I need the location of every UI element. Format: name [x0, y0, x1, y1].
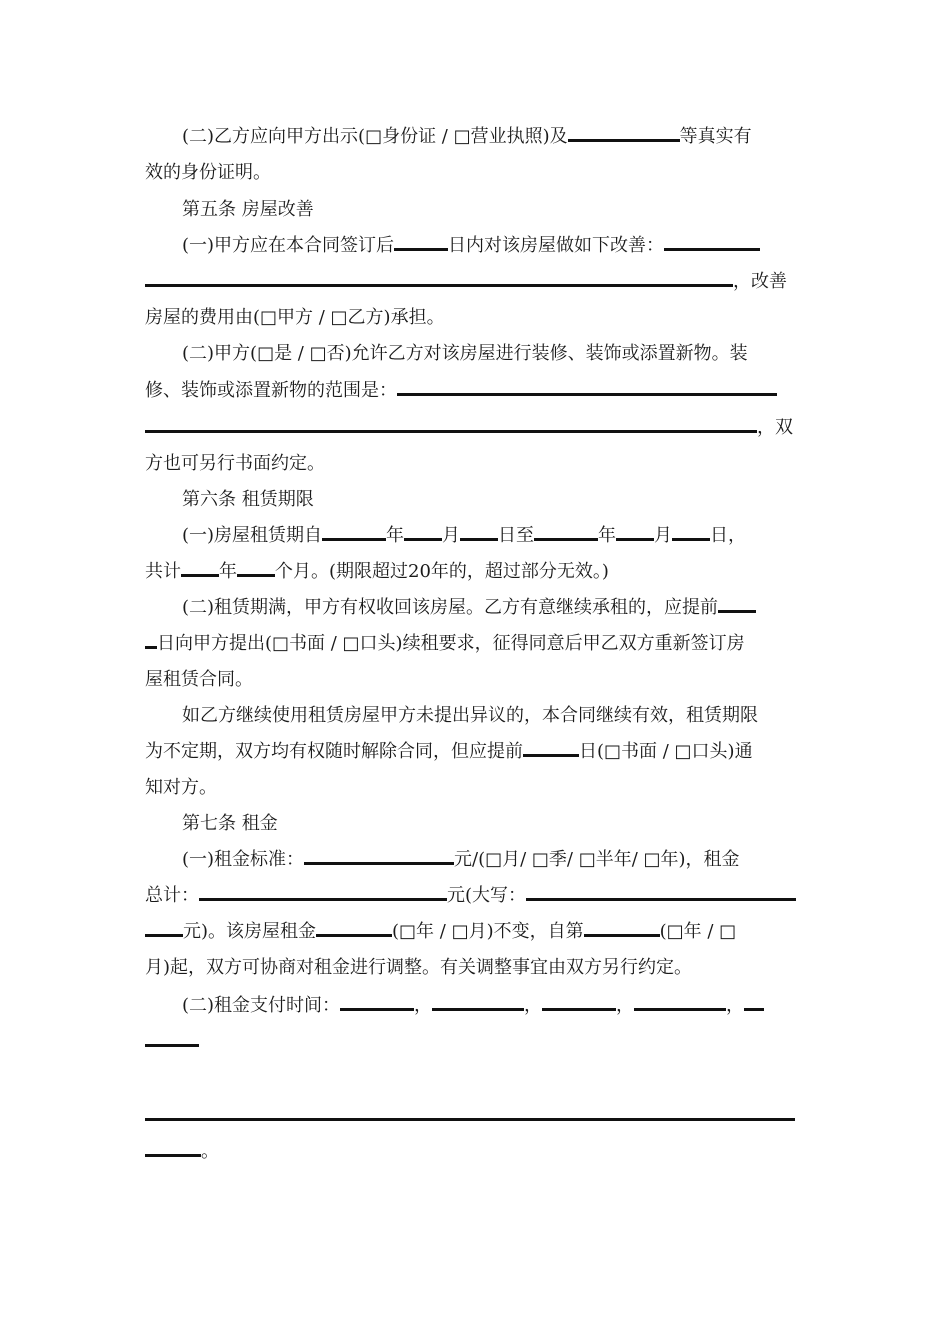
text: 个月。(期限超过20年的，超过部分无效。)	[275, 561, 609, 582]
text: ，	[616, 995, 635, 1016]
blank-field	[145, 1030, 199, 1047]
text: 日内对该房屋做如下改善：	[448, 235, 665, 256]
text-line	[145, 270, 787, 294]
text: 第五条 房屋改善	[182, 199, 314, 220]
text: 日，	[710, 525, 747, 546]
section-heading	[182, 488, 314, 512]
text-line	[182, 234, 760, 258]
text: 。	[201, 1141, 219, 1162]
blank-field	[634, 994, 726, 1011]
text: (一)房屋租赁期自	[182, 525, 323, 546]
text: 效的身份证明。	[145, 162, 271, 183]
text: 等真实有	[679, 126, 752, 147]
blank-field	[145, 632, 157, 649]
text: 日至	[498, 525, 535, 546]
text-line	[145, 452, 325, 476]
text-line	[145, 379, 777, 403]
blank-field	[304, 848, 454, 865]
text: (二)乙方应向甲方出示(□身份证 / □营业执照)及	[182, 126, 568, 147]
text: 元/(□月/ □季/ □半年/ □年)，租金	[454, 849, 740, 870]
text: (□年 / □	[659, 921, 737, 942]
text: ，改善	[733, 271, 787, 292]
text-line	[182, 848, 740, 872]
text-line	[145, 161, 271, 185]
blank-field	[199, 884, 447, 901]
text-line	[145, 632, 745, 656]
blank-field	[397, 379, 777, 396]
text: 共计	[145, 561, 181, 582]
text-line	[145, 1030, 199, 1054]
blank-field	[534, 524, 598, 541]
text: ，	[524, 995, 543, 1016]
text: 年	[386, 525, 405, 546]
section-heading	[182, 812, 278, 836]
text-line	[145, 884, 796, 908]
section-heading	[182, 198, 314, 222]
blank-field	[181, 560, 219, 577]
text: 元)。该房屋租金	[183, 921, 317, 942]
text: 月	[654, 525, 673, 546]
text: 月)起，双方可协商对租金进行调整。有关调整事宜由双方另行约定。	[145, 957, 693, 978]
blank-field	[145, 920, 183, 937]
text: 年	[219, 561, 237, 582]
text-line	[145, 956, 692, 980]
text: 第七条 租金	[182, 813, 278, 834]
blank-field	[145, 270, 733, 287]
blank-field	[316, 920, 392, 937]
text: 方也可另行书面约定。	[145, 453, 325, 474]
text-line	[145, 306, 445, 330]
text: ，	[414, 995, 433, 1016]
text-line	[182, 994, 764, 1018]
text: 修、装饰或添置新物的范围是：	[145, 380, 397, 401]
blank-field	[523, 740, 579, 757]
blank-field	[664, 234, 760, 251]
text: 元(大写：	[447, 885, 527, 906]
text-line	[182, 524, 746, 548]
text: 屋租赁合同。	[145, 669, 253, 690]
text: 总计：	[145, 885, 199, 906]
text: 月	[442, 525, 461, 546]
text: (□年 / □月)不变，自第	[392, 921, 584, 942]
text-line	[145, 668, 253, 692]
blank-field	[432, 994, 524, 1011]
text-line	[145, 416, 793, 440]
text: 年	[598, 525, 617, 546]
text-line	[145, 1140, 219, 1164]
blank-field	[340, 994, 414, 1011]
blank-field	[404, 524, 442, 541]
blank-field	[145, 1140, 201, 1157]
blank-field	[237, 560, 275, 577]
text-line	[182, 342, 748, 366]
text: ，	[726, 995, 745, 1016]
text-line	[145, 920, 736, 944]
text: 为不定期，双方均有权随时解除合同，但应提前	[145, 741, 523, 762]
blank-field	[145, 1104, 795, 1121]
text: 第六条 租赁期限	[182, 489, 314, 510]
blank-field	[568, 125, 680, 142]
blank-field	[718, 596, 756, 613]
text: (二)甲方(□是 / □否)允许乙方对该房屋进行装修、装饰或添置新物。装	[182, 343, 748, 364]
text: (二)租金支付时间：	[182, 995, 341, 1016]
text-line	[145, 776, 217, 800]
blank-field	[744, 994, 764, 1011]
text-line	[182, 125, 752, 149]
text: 房屋的费用由(□甲方 / □乙方)承担。	[145, 307, 445, 328]
text: (一)租金标准：	[182, 849, 305, 870]
blank-field	[542, 994, 616, 1011]
text: 日向甲方提出(□书面 / □口头)续租要求，征得同意后甲乙双方重新签订房	[157, 633, 745, 654]
text-line	[182, 596, 756, 620]
blank-field	[394, 234, 448, 251]
blank-field	[460, 524, 498, 541]
blank-field	[616, 524, 654, 541]
text: (一)甲方应在本合同签订后	[182, 235, 395, 256]
text: (二)租赁期满，甲方有权收回该房屋。乙方有意继续承租的，应提前	[182, 597, 719, 618]
blank-field	[526, 884, 796, 901]
text-line	[145, 1104, 795, 1128]
text: 知对方。	[145, 777, 217, 798]
blank-field	[145, 416, 757, 433]
text-line	[182, 704, 758, 728]
text-line	[145, 560, 609, 584]
blank-field	[672, 524, 710, 541]
text: 如乙方继续使用租赁房屋甲方未提出异议的，本合同继续有效，租赁期限	[182, 705, 758, 726]
text: 日(□书面 / □口头)通	[579, 741, 753, 762]
blank-field	[584, 920, 660, 937]
text-line	[145, 740, 753, 764]
blank-field	[322, 524, 386, 541]
text: ，双	[757, 417, 793, 438]
